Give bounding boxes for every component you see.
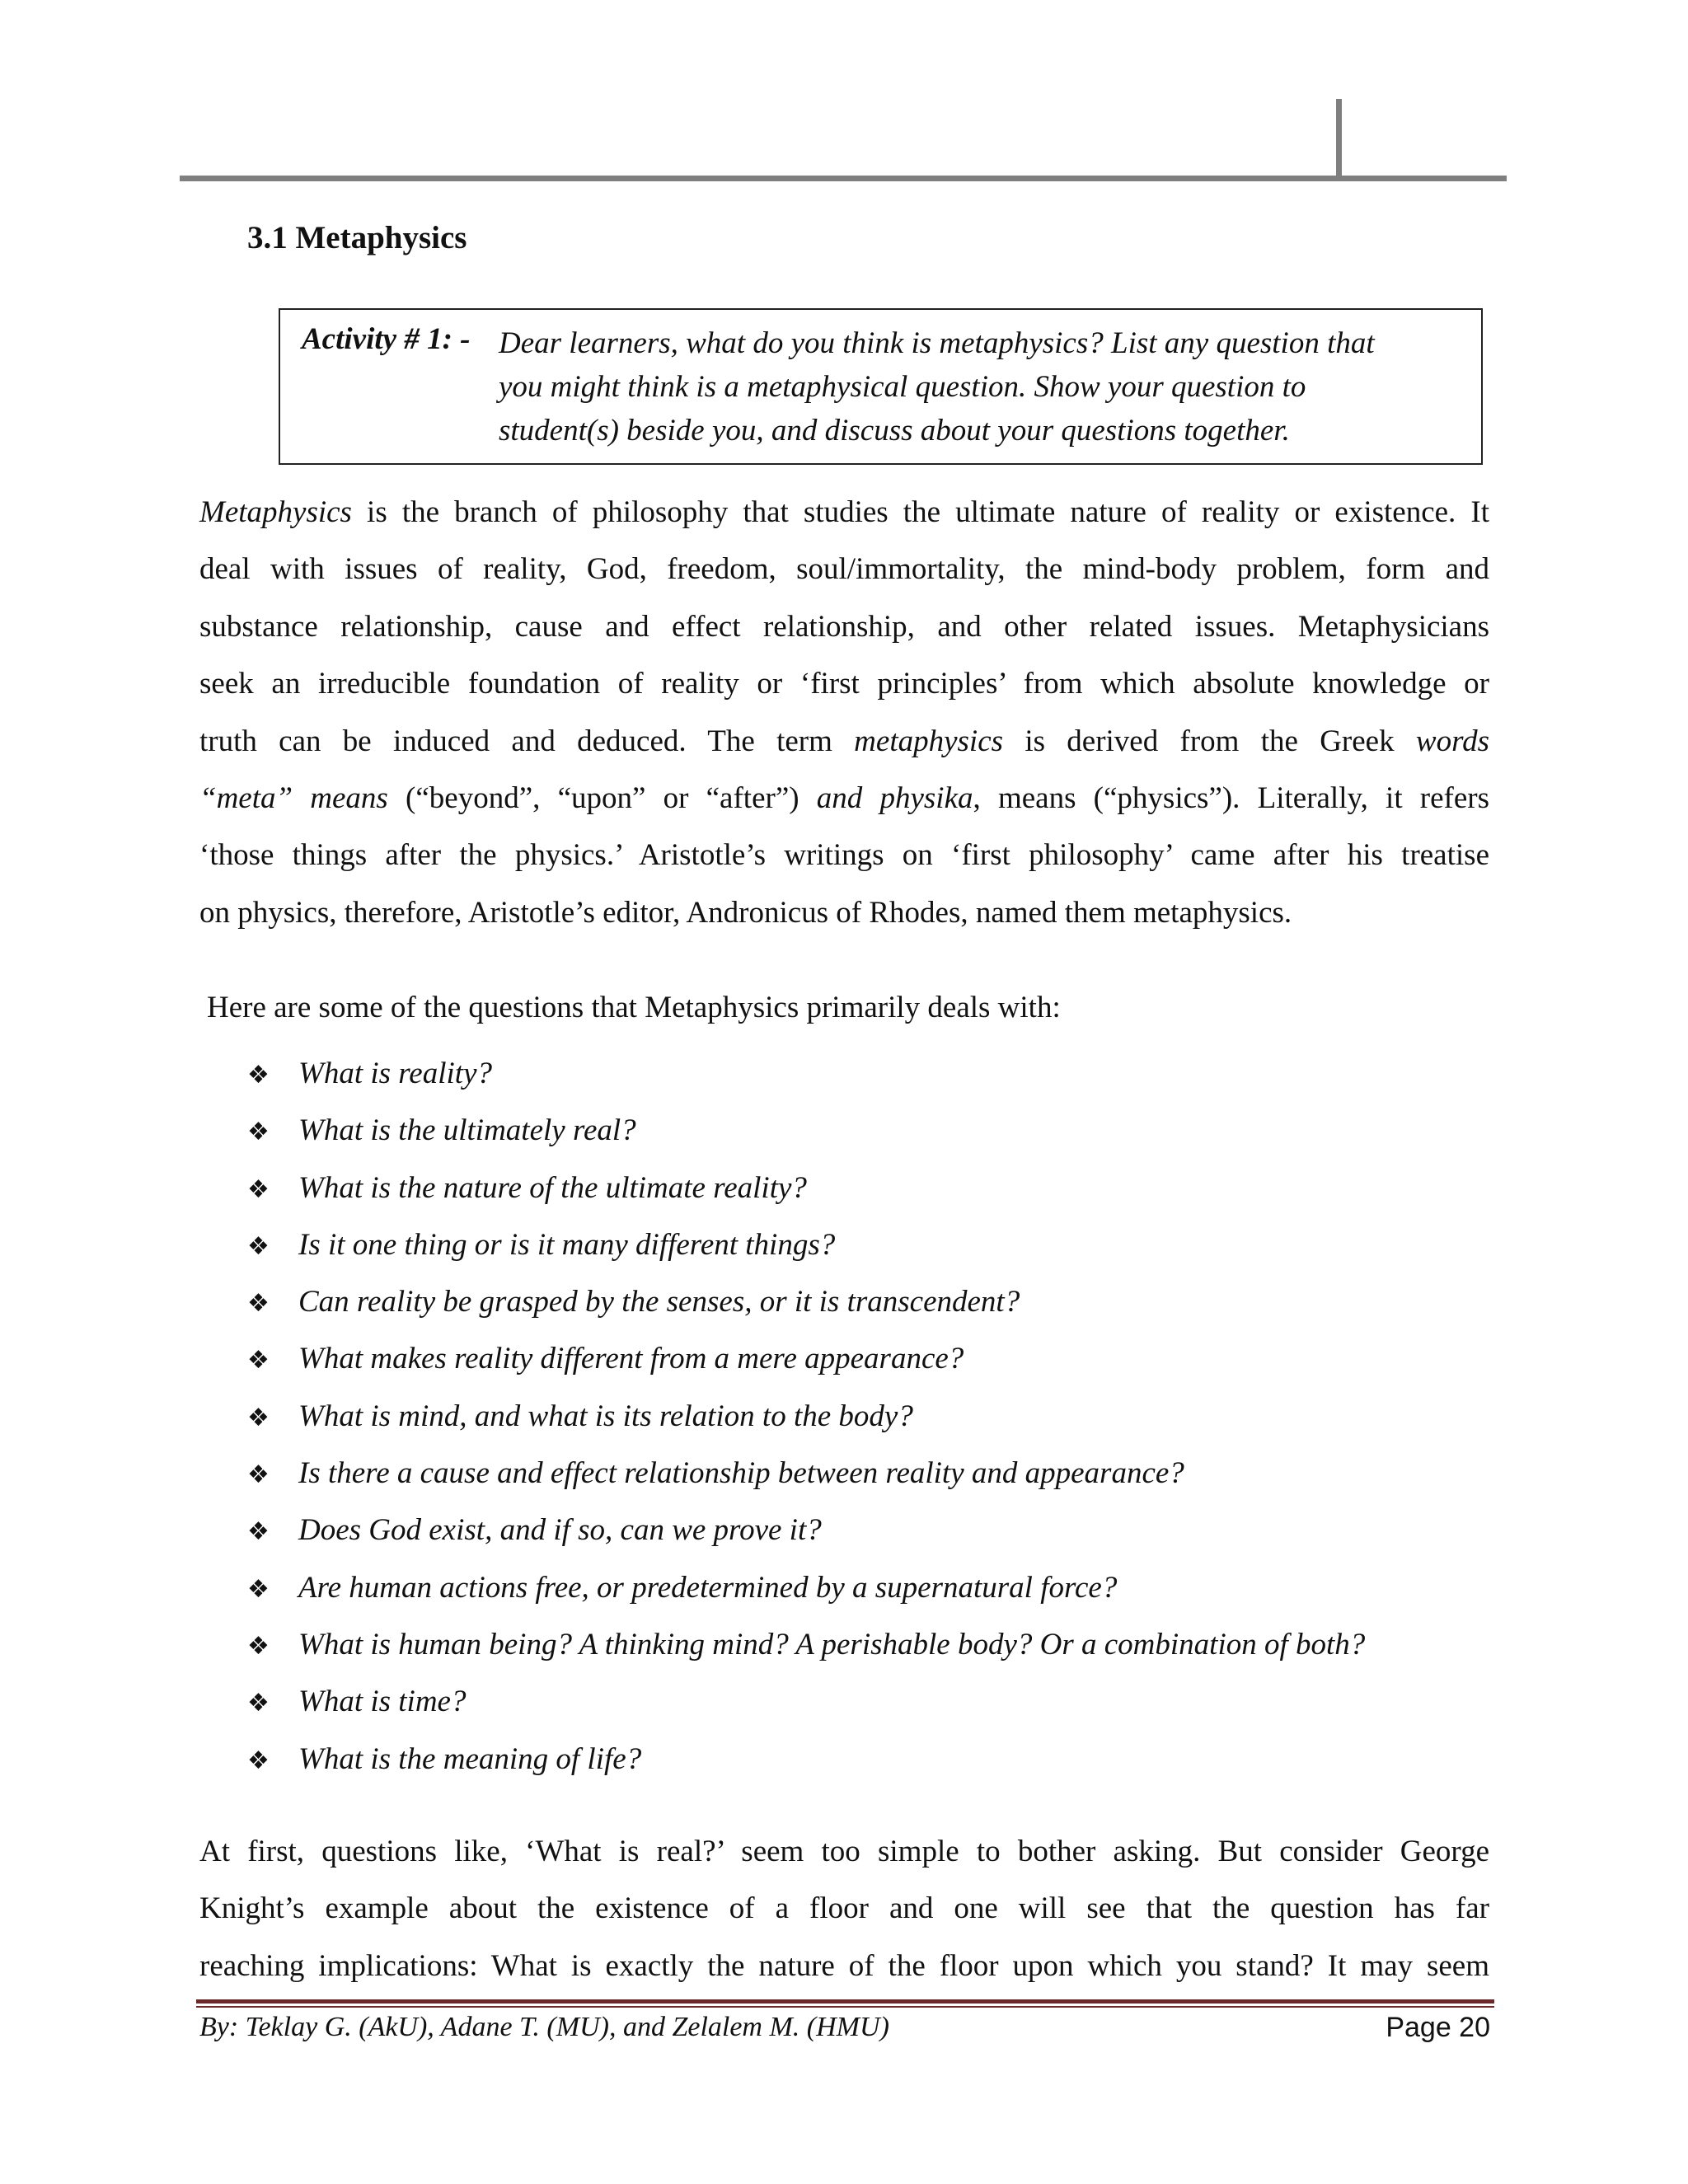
section-number: 3.1 [247,220,288,255]
footer-rule [196,1999,1494,2004]
section-heading [247,219,467,256]
header-rule [180,176,1507,181]
list-item: ❖ Can reality be grasped by the senses, or it is transcendent? [247,1273,1365,1330]
diamond-bullet-icon: ❖ [247,1174,270,1204]
list-item: ❖ What is the nature of the ultimate reality? [247,1160,1365,1216]
diamond-bullet-icon: ❖ [247,1631,270,1661]
list-item: ❖ Is there a cause and effect relationship between reality and appearance? [247,1445,1365,1502]
paragraph-line: truth can be induced and deduced. The term metaphysics is derived from the Greek words [199,724,1489,758]
diamond-bullet-icon: ❖ [247,1746,270,1775]
list-item: ❖ Does God exist, and if so, can we prove it? [247,1502,1365,1558]
activity-line: you might think is a metaphysical question. Show your question to [499,370,1306,404]
list-item: ❖ Is it one thing or is it many different things? [247,1216,1365,1273]
activity-box [279,308,1483,465]
paragraph-line: seek an irreducible foundation of reality or ‘first principles’ from which absolute knowledge or [199,667,1489,701]
diamond-bullet-icon: ❖ [247,1403,270,1432]
activity-line: Dear learners, what do you think is metaphysics? List any question that [499,326,1375,360]
questions-intro: Here are some of the questions that Metaphysics primarily deals with: [207,991,1061,1024]
paragraph-line: “meta” means (“beyond”, “upon” or “after”) and physika, means (“physics”). Literally, it refers [199,780,1490,815]
paragraph-metaphysics-definition [199,484,1489,941]
activity-label: Activity # 1: - [302,322,471,356]
list-item: ❖ What is mind, and what is its relation to the body? [247,1388,1365,1445]
footer-rule-thin [196,2006,1494,2008]
activity-line: student(s) beside you, and discuss about your questions together. [499,414,1290,448]
diamond-bullet-icon: ❖ [247,1231,270,1261]
list-item: ❖ Are human actions free, or predetermined by a supernatural force? [247,1559,1365,1616]
list-item: ❖ What is time? [247,1673,1365,1730]
diamond-bullet-icon: ❖ [247,1346,270,1376]
list-item: ❖ What is the ultimately real? [247,1102,1365,1159]
diamond-bullet-icon: ❖ [247,1118,270,1147]
list-item: ❖ What is human being? A thinking mind? A perishable body? Or a combination of both? [247,1616,1365,1673]
paragraph-line: Metaphysics is the branch of philosophy that studies the ultimate nature of reality or existence. It [199,495,1489,529]
paragraph-line: At first, questions like, ‘What is real?’ seem too simple to bother asking. But consider George [199,1835,1489,1868]
section-title: Metaphysics [295,220,467,255]
question-list [247,1045,1365,1788]
paragraph-floor-example [199,1823,1489,1994]
paragraph-line: ‘those things after the physics.’ Aristotle’s writings on ‘first philosophy’ came after his treatise [199,838,1489,873]
paragraph-line: on physics, therefore, Aristotle’s editor, Andronicus of Rhodes, named them metaphysics. [199,895,1292,930]
header-tick [1336,99,1342,180]
paragraph-line: reaching implications: What is exactly the nature of the floor upon which you stand? It may seem [199,1948,1489,1983]
diamond-bullet-icon: ❖ [247,1460,270,1490]
list-item: ❖ What makes reality different from a mere appearance? [247,1330,1365,1387]
diamond-bullet-icon: ❖ [247,1289,270,1319]
list-item: ❖ What is the meaning of life? [247,1731,1365,1788]
list-item: ❖ What is reality? [247,1045,1365,1102]
footer-authors: By: Teklay G. (AkU), Adane T. (MU), and Zelalem M. (HMU) [199,2012,889,2042]
diamond-bullet-icon: ❖ [247,1517,270,1547]
term-metaphysics: Metaphysics [199,495,352,529]
diamond-bullet-icon: ❖ [247,1061,270,1090]
paragraph-line: substance relationship, cause and effect relationship, and other related issues. Metaphysicians [199,609,1489,644]
paragraph-line: deal with issues of reality, God, freedom, soul/immortality, the mind-body problem, form and [199,552,1489,587]
page-number: Page 20 [1386,2012,1490,2043]
diamond-bullet-icon: ❖ [247,1689,270,1718]
paragraph-line: Knight’s example about the existence of a floor and one will see that the question has far [199,1891,1489,1926]
diamond-bullet-icon: ❖ [247,1574,270,1604]
activity-text [499,321,1471,452]
